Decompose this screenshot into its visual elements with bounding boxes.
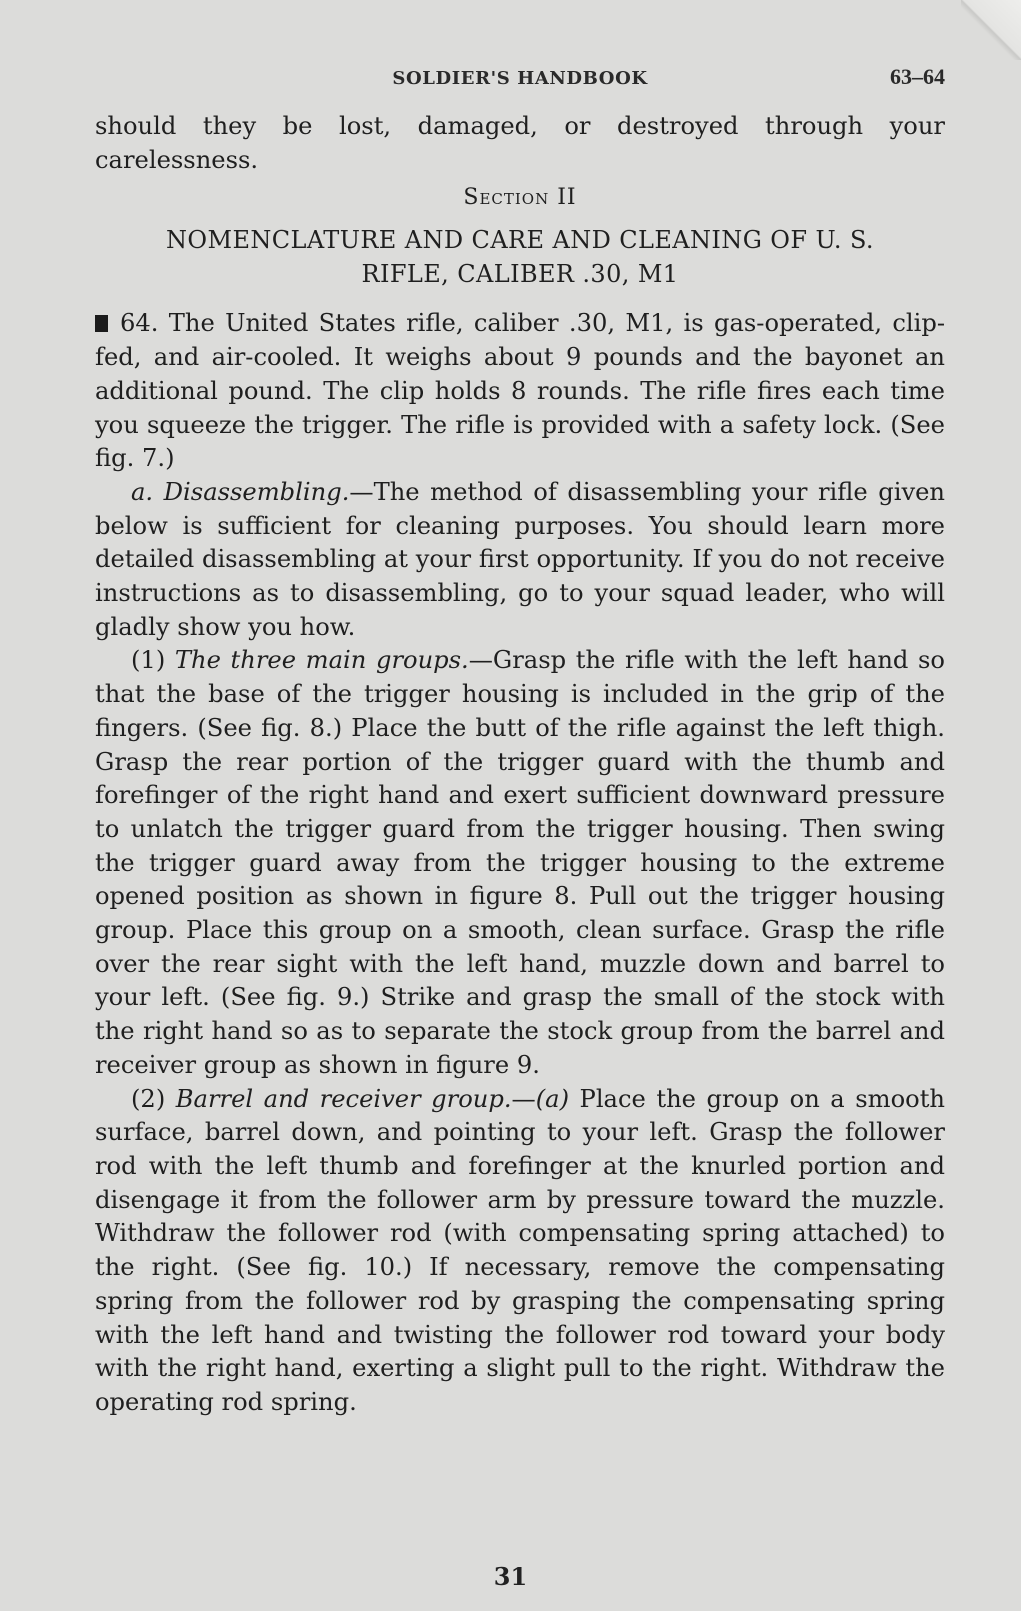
paragraph-1-heading: The three main groups. xyxy=(174,646,469,675)
paragraph-2-dash: — xyxy=(511,1084,536,1113)
continued-paragraph: should they be lost, damaged, or destroyed through your carelessness. xyxy=(95,112,945,174)
page-corner-fold xyxy=(961,0,1021,60)
page-range: 63–64 xyxy=(890,64,945,89)
page-header xyxy=(95,62,945,98)
paragraph-a-text: —The method of disassembling your rifle given below is sufficient for cleaning purposes. You should learn more detailed disassembling at your first opportunity. If you do not receive instructions as to disassembling, go to your squad leader, who will gladly show you how. xyxy=(95,477,946,641)
paragraph-64 xyxy=(95,307,945,476)
paragraph-1-text: —Grasp the rifle with the left hand so that the base of the trigger housing is included in the grip of the fingers. (See fig. 8.) Place the butt of the rifle against the left thigh. Grasp the rear portion of the trigger guard with the thumb and forefinger of the right hand and exert sufficient downward pressure to unlatch the trigger guard from the trigger housing. Then swing the trigger guard away from the trigger housing to the extreme opened position as shown in figure 8. Pull out the trigger housing group. Place this group on a smooth, clean surface. Grasp the rifle over the rear sight with the left hand, muzzle down and barrel to your left. (See fig. 9.) Strike and grasp the small of the stock with the right hand so as to separate the stock group from the barrel and receiver group as shown in figure 9. xyxy=(95,646,945,1079)
paragraph-2 xyxy=(95,1083,945,1420)
paragraph-1-number: (1) xyxy=(131,646,175,675)
section-title-line-2: RIFLE, CALIBER .30, M1 xyxy=(361,260,679,289)
page-number: 31 xyxy=(493,1562,528,1591)
section-title xyxy=(95,223,945,291)
paragraph-2-subpoint: (a) xyxy=(535,1084,570,1113)
paragraph-2-number: (2) xyxy=(131,1084,176,1113)
paragraph-2-text: Place the group on a smooth surface, barrel down, and pointing to your left. Grasp the follower rod with the left thumb and forefinger at the knurled portion and disengage it from the follower arm by pressure toward the muzzle. Withdraw the follower rod (with compensating spring attached) to the right. (See fig. 10.) If necessary, remove the compensating spring from the follower rod by grasping the compensating spring with the left hand and twisting the follower rod toward your body with the right hand, exerting a slight pull to the right. Withdraw the operating rod spring. xyxy=(95,1084,945,1416)
paragraph-a xyxy=(95,476,945,645)
book-page xyxy=(95,62,945,1420)
paragraph-a-heading: a. Disassembling. xyxy=(131,477,350,506)
paragraph-64-text: 64. The United States rifle, caliber .30, M1, is gas-operated, clip-fed, and air-cooled. It weighs about 9 pounds and the bayonet an additional pound. The clip holds 8 rounds. The rifle fires each time you squeeze the trigger. The rifle is provided with a safety lock. (See fig. 7.) xyxy=(95,309,945,473)
paragraph-2-heading: Barrel and receiver group. xyxy=(175,1084,512,1113)
paragraph-marker-icon xyxy=(95,315,108,332)
section-title-line-1: NOMENCLATURE AND CARE AND CLEANING OF U. S. xyxy=(166,226,874,255)
paragraph-1 xyxy=(95,644,945,1082)
section-label: Section II xyxy=(463,185,577,211)
running-title: SOLDIER'S HANDBOOK xyxy=(392,68,648,89)
